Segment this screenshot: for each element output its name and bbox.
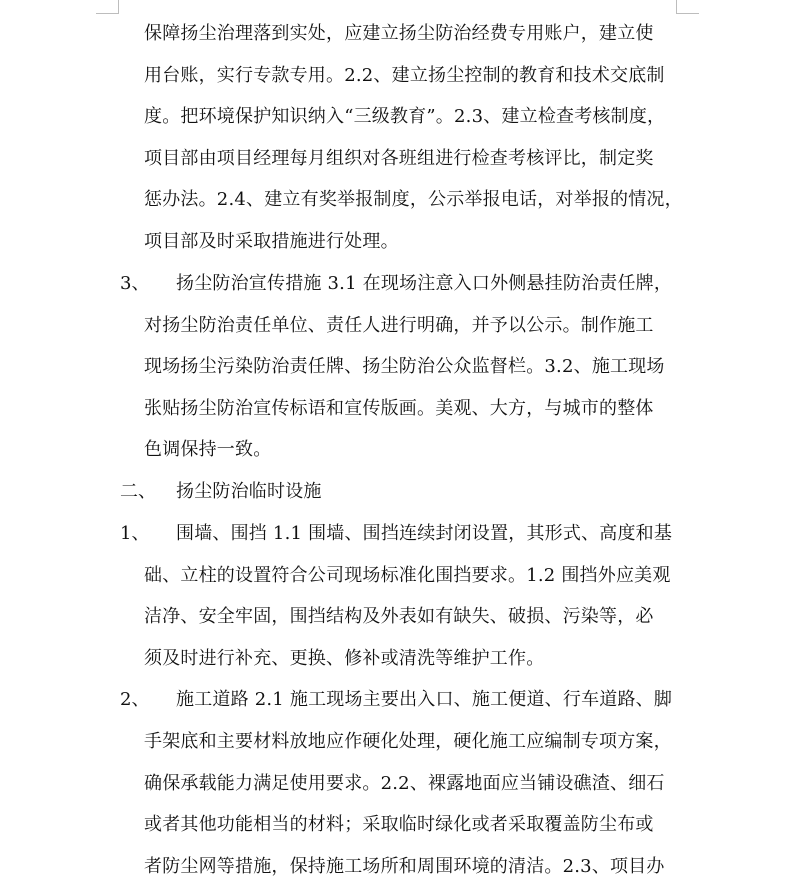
crop-mark xyxy=(676,0,677,14)
text-line: 色调保持一致。 xyxy=(144,439,272,460)
text-line: 者防尘网等措施，保持施工场所和周围环境的清洁。2.3、项目办 xyxy=(144,856,665,876)
crop-mark xyxy=(677,13,699,14)
text-line: 度。把环境保护知识纳入“三级教育”。2.3、建立检查考核制度， xyxy=(144,106,666,127)
text-line: 手架底和主要材料放地应作硬化处理，硬化施工应编制专项方案， xyxy=(144,731,672,752)
list-number: 2、 xyxy=(120,689,150,710)
text-line: 施工道路 2.1 施工现场主要出入口、施工便道、行车道路、脚 xyxy=(176,689,673,710)
text-line: 础、立柱的设置符合公司现场标准化围挡要求。1.2 围挡外应美观 xyxy=(144,565,671,586)
crop-mark xyxy=(118,0,119,14)
text-line: 张贴扬尘防治宣传标语和宣传版画。美观、大方，与城市的整体 xyxy=(144,398,654,419)
list-number: 1、 xyxy=(120,523,150,544)
text-line: 扬尘防治宣传措施 3.1 在现场注意入口外侧悬挂防治责任牌， xyxy=(176,273,673,294)
section-title: 扬尘防治临时设施 xyxy=(176,481,322,502)
text-line: 保障扬尘治理落到实处，应建立扬尘防治经费专用账户，建立使 xyxy=(144,23,654,44)
text-line: 现场扬尘污染防治责任牌、扬尘防治公众监督栏。3.2、施工现场 xyxy=(144,356,665,377)
list-number: 3、 xyxy=(120,273,150,294)
text-line: 用台账，实行专款专用。2.2、建立扬尘控制的教育和技术交底制 xyxy=(144,65,665,86)
text-line: 围墙、围挡 1.1 围墙、围挡连续封闭设置，其形式、高度和基 xyxy=(176,523,673,544)
text-line: 须及时进行补充、更换、修补或清洗等维护工作。 xyxy=(144,648,545,669)
text-line: 洁净、安全牢固，围挡结构及外表如有缺失、破损、污染等，必 xyxy=(144,606,654,627)
text-line: 项目部及时采取措施进行处理。 xyxy=(144,231,399,252)
crop-mark xyxy=(96,13,118,14)
text-line: 或者其他功能相当的材料；采取临时绿化或者采取覆盖防尘布或 xyxy=(144,814,654,835)
text-line: 确保承载能力满足使用要求。2.2、裸露地面应当铺设礁渣、细石 xyxy=(144,773,665,794)
text-line: 对扬尘防治责任单位、责任人进行明确，并予以公示。制作施工 xyxy=(144,315,654,336)
text-line: 惩办法。2.4、建立有奖举报制度，公示举报电话，对举报的情况， xyxy=(144,189,683,210)
text-line: 项目部由项目经理每月组织对各班组进行检查考核评比，制定奖 xyxy=(144,148,654,169)
section-number: 二、 xyxy=(120,481,156,502)
